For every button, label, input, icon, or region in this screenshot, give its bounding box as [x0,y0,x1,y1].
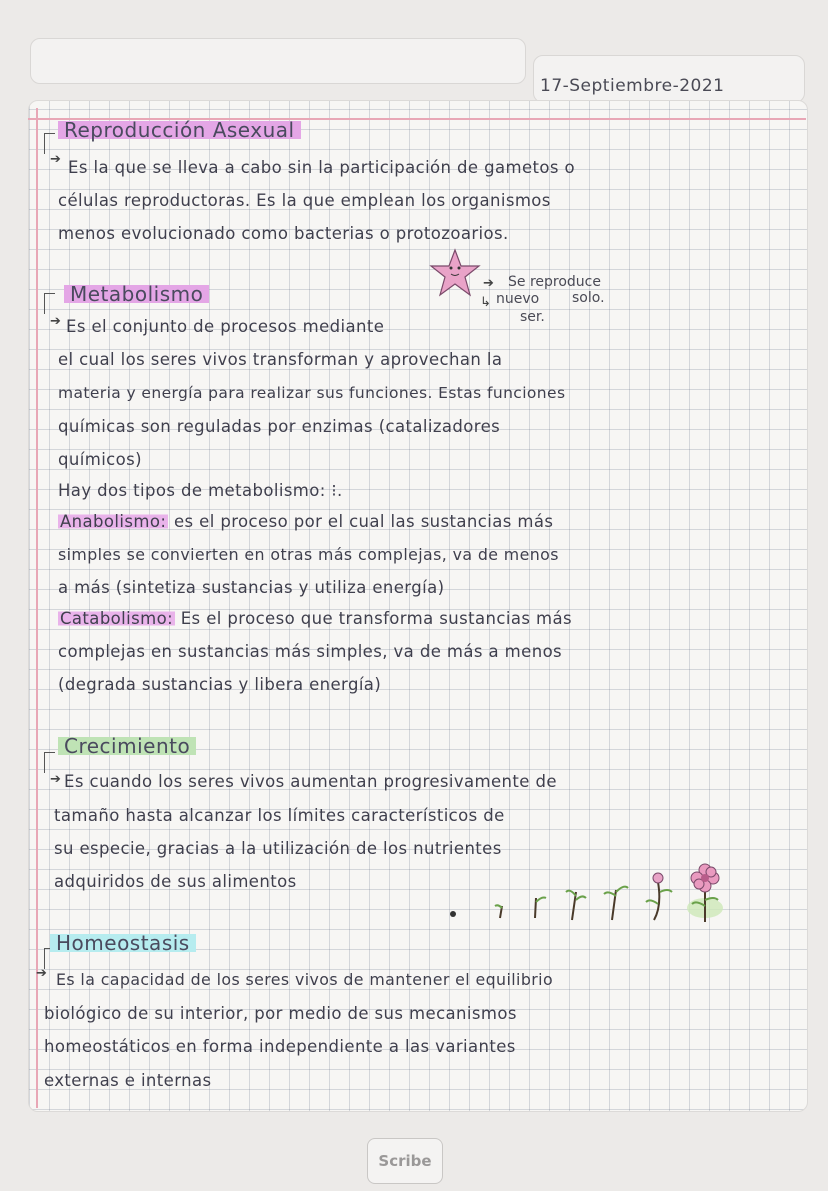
star-doodle-icon [428,248,482,298]
text-line: biológico de su interior, por medio de sus mecanismos [44,1004,517,1023]
arrow-icon: ➔ [50,772,61,787]
left-margin-line [36,108,38,1108]
section-title-metabolismo: Metabolismo [64,282,209,306]
text-line: Hay dos tipos de metabolismo: ⁝. [58,481,343,500]
header-box-left [30,38,526,84]
note-solo: solo. [572,290,605,306]
arrow-icon: ➔ [50,152,61,167]
text-line: tamaño hasta alcanzar los límites característicos de [54,806,505,825]
text-line: simples se convierten en otras más complejas, va de menos [58,545,559,564]
bracket-arrow [44,752,55,773]
arrow-icon: ↳ [480,295,491,310]
section-title-reproduccion: Reproducción Asexual [58,118,301,142]
arrow-icon: ➔ [50,314,61,329]
text-line: externas e internas [44,1071,212,1090]
text-line: Es la que se lleva a cabo sin la participación de gametos o [68,158,576,177]
text-line: menos evolucionado como bacterias o protozoarios. [58,224,509,243]
text-line: Es cuando los seres vivos aumentan progresivamente de [64,772,557,791]
scribe-logo: Scribe [367,1138,443,1184]
bracket-arrow [44,133,55,154]
anabolismo-line [58,512,553,531]
text-line: (degrada sustancias y libera energía) [58,675,382,694]
text-line: células reproductoras. Es la que emplean los organismos [58,191,551,210]
text-span: es el proceso por el cual las sustancias más [173,512,554,531]
arrow-icon: ➔ [36,966,47,981]
text-line: adquiridos de sus alimentos [54,872,297,891]
note-ser: ser. [520,309,545,325]
plant-growth-doodle-icon [440,862,740,924]
text-line: Es la capacidad de los seres vivos de mantener el equilibrio [56,970,554,989]
text-line: Es el conjunto de procesos mediante [66,317,385,336]
text-line: homeostáticos en forma independiente a las variantes [44,1037,516,1056]
text-line: su especie, gracias a la utilización de los nutrientes [54,839,502,858]
text-line: materia y energía para realizar sus funciones. Estas funciones [58,384,566,402]
text-line: a más (sintetiza sustancias y utiliza energía) [58,578,445,597]
arrow-icon: ➔ [483,276,494,291]
text-line: químicas son reguladas por enzimas (catalizadores [58,417,501,436]
notebook-page [28,100,808,1112]
text-line: complejas en sustancias más simples, va de más a menos [58,642,563,661]
section-title-homeostasis: Homeostasis [50,931,196,955]
note-reproduce: Se reproduce [508,274,601,290]
catabolismo-line [58,609,572,628]
catabolismo-label: Catabolismo: [60,609,174,628]
text-line: químicos) [58,450,142,469]
bracket-arrow [44,293,55,314]
date-label: 17-Septiembre-2021 [540,76,725,96]
section-title-crecimiento: Crecimiento [58,734,196,758]
note-nuevo: nuevo [496,291,540,307]
text-span: Es el proceso que transforma sustancias más [180,609,572,628]
text-line: el cual los seres vivos transforman y aprovechan la [58,350,503,369]
anabolismo-label: Anabolismo: [60,512,167,531]
